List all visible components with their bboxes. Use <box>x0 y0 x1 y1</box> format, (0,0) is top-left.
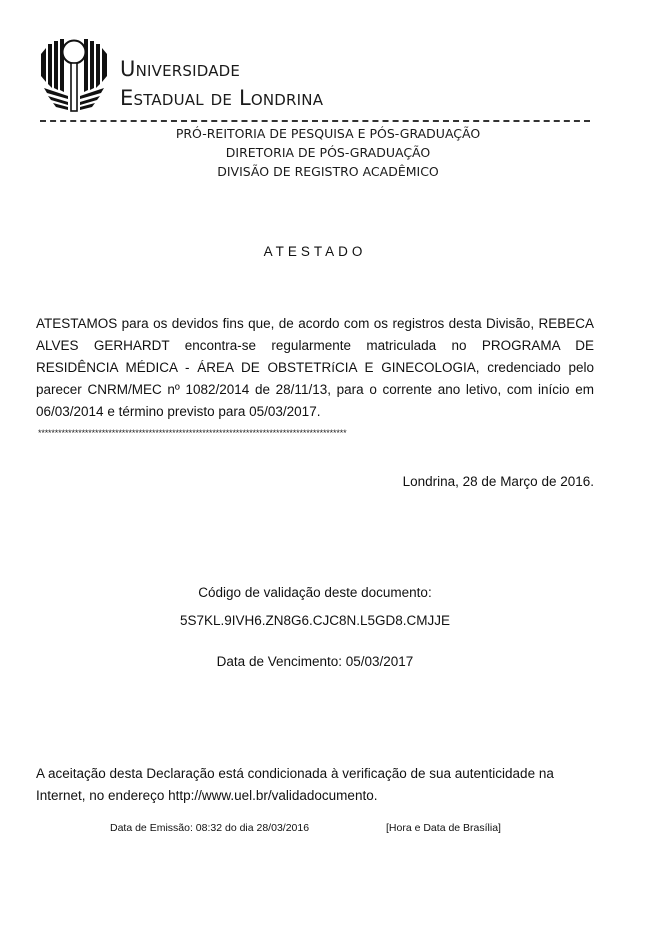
timezone-note: [Hora e Data de Brasília] <box>386 822 501 834</box>
place-and-date: Londrina, 28 de Março de 2016. <box>402 474 594 489</box>
department-line3: DIVISÃO DE REGISTRO ACADÊMICO <box>217 164 439 179</box>
department-line2: DIRETORIA DE PÓS-GRADUAÇÃO <box>225 145 431 160</box>
university-name-line1: Universidade <box>120 57 241 81</box>
uel-logo-icon <box>38 38 110 114</box>
header-divider <box>40 120 590 122</box>
acceptance-notice: A aceitação desta Declaração está condicionada à verificação de sua autenticidade na Internet, no endereço http://www.uel.br/validadocumento. <box>36 766 554 803</box>
document-title: ATESTADO <box>263 244 367 259</box>
department-line1: PRÓ-REITORIA DE PESQUISA E PÓS-GRADUAÇÃO <box>175 126 481 141</box>
validation-code-label: Código de validação deste documento: <box>198 585 432 600</box>
issue-date: Data de Emissão: 08:32 do dia 28/03/2016 <box>110 822 310 834</box>
attestation-body: ATESTAMOS para os devidos fins que, de acordo com os registros desta Divisão, REBECA ALVES GERHARDT encontra-se regularmente matriculada no PROGRAMA DE RESIDÊNCIA MÉDICA - ÁREA DE OBSTETRíCIA E GINECOLOGIA, credenciado pelo parecer CNRM/MEC nº 1082/2014 de 28/11/13, para o corrente ano letivo, com início em 06/03/2014 e término previsto para 05/03/2017. <box>36 316 594 419</box>
separator-line: ******************************************************************************************** <box>38 428 347 438</box>
expiry-date: Data de Vencimento: 05/03/2017 <box>216 654 414 669</box>
validation-code: 5S7KL.9IVH6.ZN8G6.CJC8N.L5GD8.CMJJE <box>179 613 451 628</box>
university-name-line2: Estadual de Londrina <box>120 86 324 110</box>
